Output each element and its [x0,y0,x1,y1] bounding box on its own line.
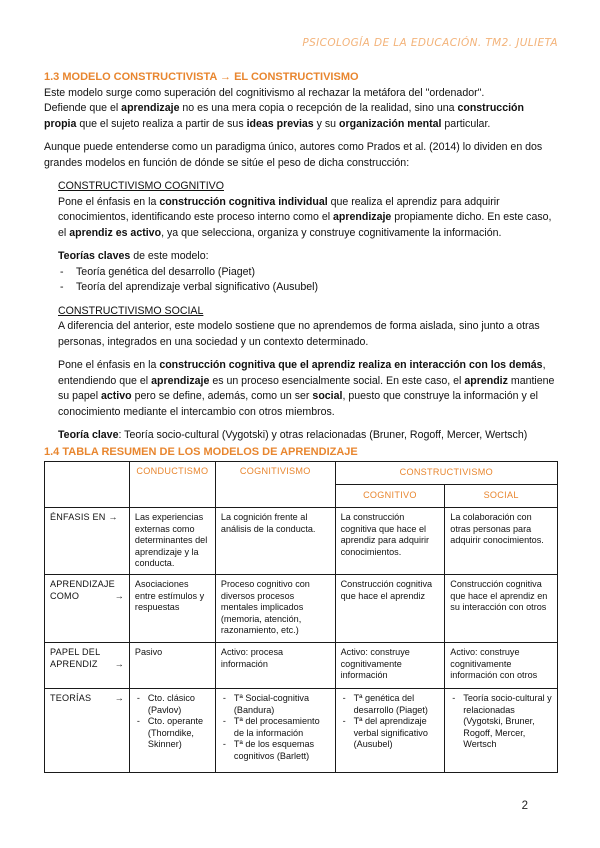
arrow-icon: → [108,512,118,522]
table-cell: Asociaciones entre estímulos y respuestas [129,574,215,642]
table-row [45,688,558,772]
table-cell: Pasivo [129,642,215,688]
table-cell: Construcción cognitiva que hace el aprendiz en su interacción con otros [445,574,558,642]
intro-text: particular. [441,117,491,130]
cog-text: Pone el énfasis en la [58,195,160,208]
soc-text: mantiene su papel [58,374,555,402]
soc-bold: aprendiz [464,374,508,387]
cog-text: propiamente dicho. En este caso, el [58,211,552,239]
cognitive-theories-list [58,265,556,296]
running-header: PSICOLOGÍA DE LA EDUCACIÓN. TM2. JULIETA [302,37,558,49]
table-cell [215,688,335,772]
models-paragraph: Aunque puede entenderse como un paradigma único, autores como Prados et al. (2014) lo dividen en dos grandes modelos en función de dónde se sitúe el peso de dicha construcción: [44,141,543,169]
intro-paragraph [44,86,556,133]
row-label-text: TEORÍAS [50,692,92,703]
table-cell: Las experiencias externas como determinantes del aprendizaje y la conducta. [129,508,215,575]
soc-text: , entendiendo que el [58,359,546,387]
cog-bold: construcción cognitiva individual [159,195,328,208]
soc-text: , puesto que construye la información y el conocimiento mediante el intercambio con otros miembros. [58,390,538,418]
row-label-text: PAPEL DEL APRENDIZ [50,646,100,669]
table-cell: Activo: procesa información [215,642,335,688]
list-item: - Teoría del aprendizaje verbal significativo (Ausubel) [58,280,556,296]
row-label [45,508,130,575]
social-paragraph-2 [58,358,556,420]
intro-bold: organización mental [339,117,442,130]
cog-text: que realiza el aprendiz para adquirir conocimientos, identificando este proceso interno como el [58,195,500,223]
list-item: - Teoría socio-cultural y relacionadas (Vygotski, Bruner, Rogoff, Mercer, Wertsch [450,693,552,751]
list-item: - Cto. clásico (Pavlov) [135,693,210,716]
header-cognitivo: COGNITIVO [335,485,445,508]
soc-text: Pone el énfasis en la [58,359,160,371]
table-cell: Activo: construye cognitivamente información con otros [445,642,558,688]
table-row [45,642,558,688]
list-item: - Cto. operante (Thorndike, Skinner) [135,716,210,751]
soc-theory-bold: Teoría clave [58,429,119,441]
table-cell: La cognición frente al análisis de la conducta. [215,508,335,575]
row-label [45,574,130,642]
cog-bold: aprendizaje [333,211,392,223]
intro-text: Este modelo surge como superación del cognitivismo al rechazar la metáfora del "ordenador". [44,86,485,99]
list-item: - Teoría genética del desarrollo (Piaget) [58,265,556,281]
intro-bold: construcción propia [44,102,524,130]
intro-text: no es una mera copia o recepción de la realidad, sino una [179,102,458,114]
intro-text: Defiende que el [44,102,122,114]
cog-theories-text: de este modelo: [130,250,209,262]
soc-bold: construcción cognitiva que el aprendiz realiza en interacción con los demás [159,359,543,371]
social-theory [58,428,556,444]
social-paragraph-1: A diferencia del anterior, este modelo sostiene que no aprendemos de forma aislada, sino junto a otras personas, integrados en una sociedad y un contexto determinado. [58,320,540,348]
intro-bold: aprendizaje [121,102,180,114]
cog-theories-bold: Teorías claves [58,250,131,262]
table-cell [335,688,445,772]
social-constructivism-title: CONSTRUCTIVISMO SOCIAL [58,304,204,317]
row-label-text: APRENDIZAJE COMO [50,578,115,601]
intro-text: que el sujeto realiza a partir de sus [76,117,247,130]
table-cell: Proceso cognitivo con diversos procesos mentales implicados (memoria, atención, razonamiento, etc.) [215,574,335,642]
intro-bold: ideas previas [246,117,314,130]
header-constructivismo: CONSTRUCTIVISMO [335,462,557,485]
table-cell: Activo: construye cognitivamente información [335,642,445,688]
list-item: - Tª del aprendizaje verbal significativo (Ausubel) [341,716,440,751]
section-1-3-title: 1.3 MODELO CONSTRUCTIVISTA → EL CONSTRUCTIVISMO [44,71,359,83]
intro-text: y su [313,117,340,130]
soc-bold: aprendizaje [151,374,210,387]
table-header-row [45,462,558,485]
soc-bold: activo [101,390,132,402]
arrow-icon: → [114,692,124,703]
cognitive-constructivism-title: CONSTRUCTIVISMO COGNITIVO [58,180,224,192]
soc-theory-text: : Teoría socio-cultural (Vygotski) y otras relacionadas (Bruner, Rogoff, Mercer, Wertsch) [118,429,528,441]
main-content [44,70,556,444]
summary-table [44,461,558,773]
arrow-icon: → [114,590,124,601]
cognitive-paragraph [58,195,556,242]
cog-bold: aprendiz es activo [69,226,162,239]
page-number: 2 [521,800,528,812]
header-cognitivismo: COGNITIVISMO [215,462,335,508]
list-item: - Tª genética del desarrollo (Piaget) [341,693,440,716]
list-item: - Tª Social-cognitiva (Bandura) [221,693,330,716]
arrow-icon: → [114,658,124,669]
row-label-text: ÉNFASIS EN [50,512,106,522]
table-cell [445,688,558,772]
table-row [45,574,558,642]
list-item: - Tª de los esquemas cognitivos (Barlett) [221,739,330,762]
table-corner-cell [45,462,130,508]
cog-text: , ya que selecciona, organiza y construye cognitivamente la información. [161,226,502,239]
table-cell: Construcción cognitiva que hace el aprendiz [335,574,445,642]
header-conductismo: CONDUCTISMO [129,462,215,508]
table-cell: La construcción cognitiva que hace el aprendiz para adquirir conocimientos. [335,508,445,575]
section-1-4-title: 1.4 TABLA RESUMEN DE LOS MODELOS DE APRENDIZAJE [44,446,358,458]
cognitive-constructivism-block [58,179,556,444]
list-item: - Tª del procesamiento de la información [221,716,330,739]
table-row [45,508,558,575]
row-label [45,642,130,688]
row-label [45,688,130,772]
soc-bold: social [312,390,343,402]
cognitive-theories-intro [58,249,556,265]
table-cell: La colaboración con otras personas para adquirir conocimientos. [445,508,558,575]
soc-text: es un proceso esencialmente social. En este caso, el [209,374,465,387]
soc-text: pero se define, además, como un ser [131,390,313,402]
header-social: SOCIAL [445,485,558,508]
table-cell [129,688,215,772]
